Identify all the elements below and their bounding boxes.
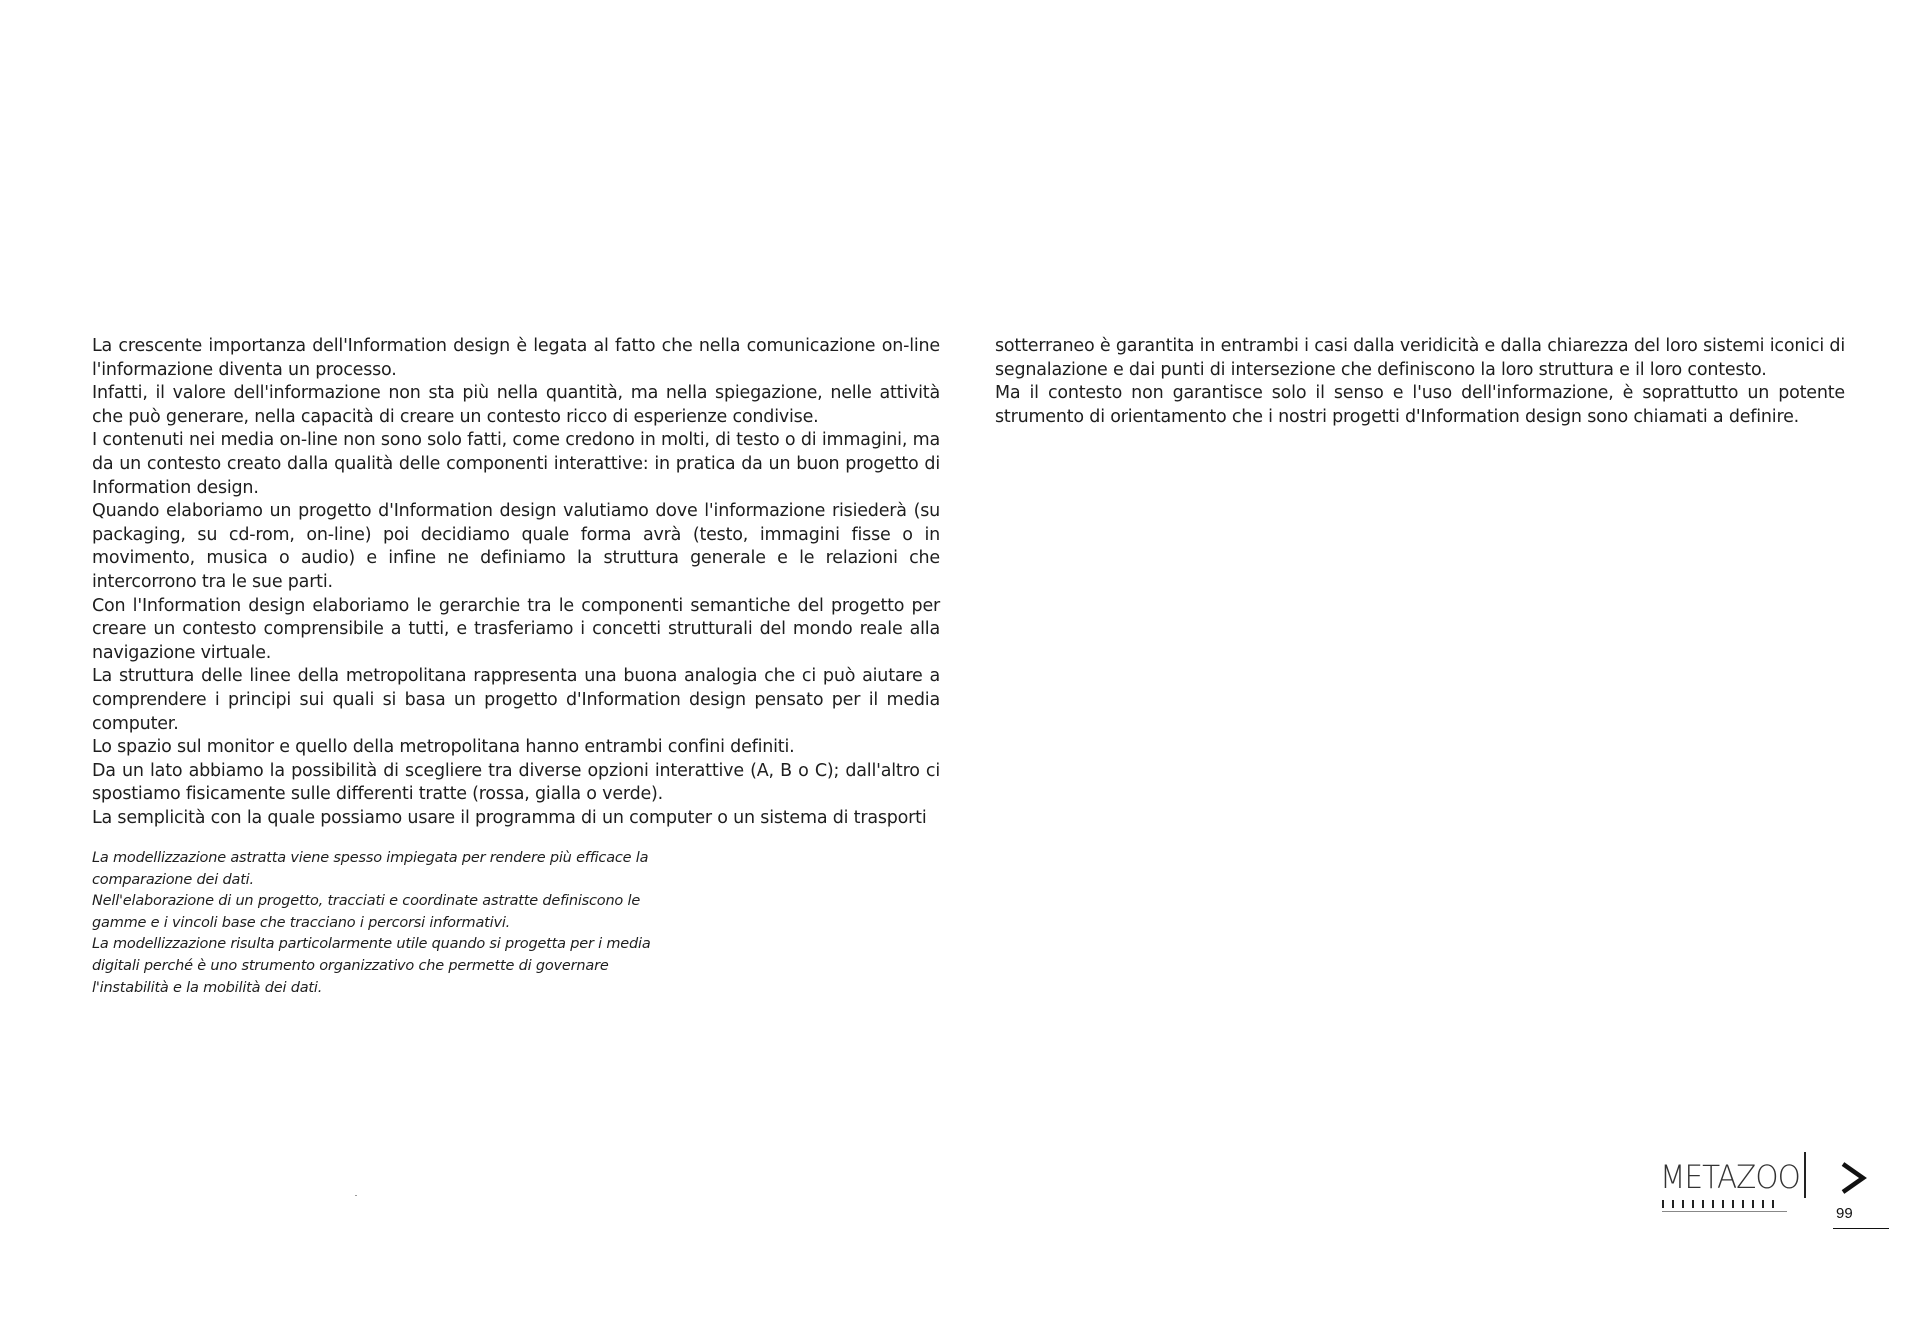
chevron-right-icon[interactable]	[1838, 1160, 1868, 1196]
page-number-rule	[1833, 1228, 1889, 1229]
body-paragraph: I contenuti nei media on-line non sono solo fatti, come credono in molti, di testo o di immagini, ma da un contesto creato dalla qualità delle componenti interattive: in pratica da un buon progetto di Information design.	[92, 430, 940, 498]
body-paragraph: Ma il contesto non garantisce solo il senso e l'uso dell'informazione, è soprattutto un potente strumento di orientamento che i nostri progetti d'Information design sono chiamati a definire.	[995, 383, 1845, 427]
logo-vertical-bar	[1804, 1152, 1806, 1198]
body-paragraph: sotterraneo è garantita in entrambi i casi dalla veridicità e dalla chiarezza del loro sistemi iconici di segnalazione e dai punti di intersezione che definiscono la loro struttura e il loro contesto.	[995, 336, 1845, 380]
scan-speck	[355, 1195, 357, 1196]
body-text-right-column	[995, 335, 1845, 429]
body-paragraph: La struttura delle linee della metropolitana rappresenta una buona analogia che ci può aiutare a comprendere i principi sui quali si basa un progetto d'Information design pensato per il media computer.	[92, 666, 940, 734]
body-text-left-column	[92, 335, 940, 830]
page-number: 99	[1836, 1205, 1853, 1222]
body-paragraph: Da un lato abbiamo la possibilità di scegliere tra diverse opzioni interattive (A, B o C); dall'altro ci spostiamo fisicamente sulle differenti tratte (rossa, gialla o verde).	[92, 760, 940, 805]
body-paragraph: Quando elaboriamo un progetto d'Information design valutiamo dove l'informazione risiederà (su packaging, su cd-rom, on-line) poi decidiamo quale forma avrà (testo, immagini fisse o in movimento, musica o audio) e infine ne definiamo la struttura generale e le relazioni che intercorrono tra le sue parti.	[92, 501, 940, 592]
figure-caption	[92, 848, 652, 999]
metazoo-logo	[1660, 1150, 1810, 1210]
body-paragraph: Infatti, il valore dell'informazione non sta più nella quantità, ma nella spiegazione, nelle attività che può generare, nella capacità di creare un contesto ricco di esperienze condivise.	[92, 383, 940, 427]
caption-paragraph: La modellizzazione astratta viene spesso impiegata per rendere più efficace la comparazione dei dati.	[92, 850, 649, 888]
logo-underline	[1662, 1211, 1787, 1212]
body-paragraph: Con l'Information design elaboriamo le gerarchie tra le componenti semantiche del progetto per creare un contesto comprensibile a tutti, e trasferiamo i concetti strutturali del mondo reale alla navigazione virtuale.	[92, 595, 940, 663]
caption-paragraph: La modellizzazione risulta particolarmente utile quando si progetta per i media digitali perché è uno strumento organizzativo che permette di governare l'instabilità e la mobilità dei dati.	[92, 936, 651, 996]
body-paragraph: La crescente importanza dell'Information design è legata al fatto che nella comunicazione on-line l'informazione diventa un processo.	[92, 336, 940, 380]
logo-wordmark: METAZOO	[1660, 1158, 1800, 1196]
logo-ticks	[1662, 1200, 1777, 1208]
body-paragraph: La semplicità con la quale possiamo usare il programma di un computer o un sistema di trasporti	[92, 807, 927, 828]
caption-paragraph: Nell'elaborazione di un progetto, tracciati e coordinate astratte definiscono le gamme e i vincoli base che tracciano i percorsi informativi.	[92, 893, 641, 931]
body-paragraph: Lo spazio sul monitor e quello della metropolitana hanno entrambi confini definiti.	[92, 737, 795, 758]
